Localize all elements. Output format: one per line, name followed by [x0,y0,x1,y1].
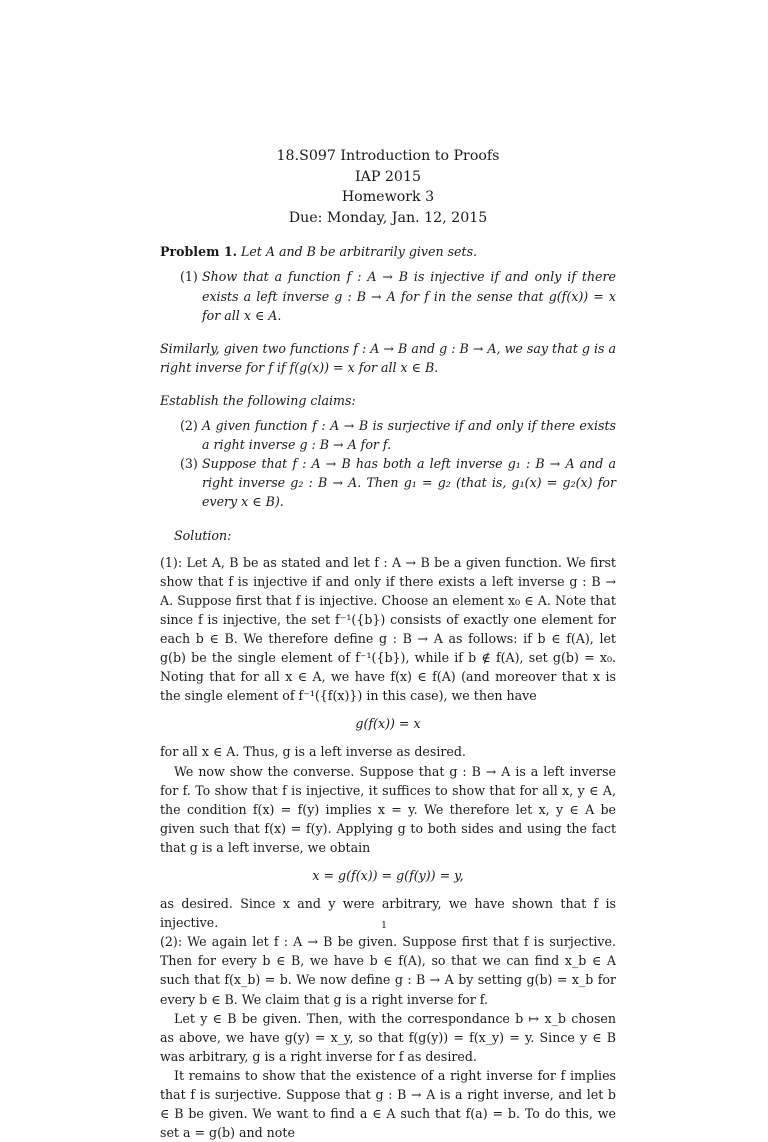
solution-label: Solution: [174,527,232,543]
solution-paragraph-3: We now show the converse. Suppose that g : B → A is a left inverse for f. To show that f is injective, it suffices to show that for all x, y ∈ A, the condition f(x) = f(y) implies x = y. We therefore let x, y ∈ A be given such that f(x) = f(y). Applying g to both sides and using the fact that g is a left inverse, we obtain [160,763,616,855]
claim-1 [180,267,616,324]
right-inverse-definition: Similarly, given two functions f : A → B and g : B → A, we say that g is a right inverse for f if f(g(x)) = x for all x ∈ B. [160,340,616,375]
solution-paragraph-6: Let y ∈ B be given. Then, with the correspondance b ↦ x_b chosen as above, we have g(y) = x_y, so that f(g(y)) = f(x_y) = y. Since y ∈ B was arbitrary, g is a right inverse for f as desired. [160,1010,616,1064]
problem-statement [160,242,616,261]
due-date: Due: Monday, Jan. 12, 2015 [288,209,488,226]
establish-claims: Establish the following claims: [160,392,356,408]
claim-3 [180,454,616,511]
solution-paragraph-7: It remains to show that the existence of a right inverse for f implies that f is surjective. Suppose that g : B → A is a right inverse, and let b ∈ B be given. We want to find a ∈ A such that f(a) = b. To do this, we set a = g(b) and note [160,1067,616,1141]
homework-title: Homework 3 [341,189,435,206]
term: IAP 2015 [354,168,421,185]
course-title: 18.S097 Introduction to Proofs [276,148,500,164]
claim-3-text: Suppose that f : A → B has both a left inverse g₁ : B → A and a right inverse g₂ : B → A. Then g₁ = g₂ (that is, g₁(x) = g₂(x) for every x ∈ B). [202,456,616,510]
claim-3-number: (3) [180,456,198,472]
problem-intro: Let A and B be arbitrarily given sets. [240,244,478,260]
claim-1-number: (1) [180,269,198,285]
problem-label: Problem 1. [160,244,237,260]
claim-2-number: (2) [180,418,198,434]
page-number: 1 [380,920,388,931]
solution-paragraph-4: as desired. Since x and y were arbitrary, we have shown that f is injective. [160,896,616,931]
equation-left-inverse: g(f(x)) = x [355,716,421,732]
claim-list-2 [160,416,616,511]
claim-list-1 [160,267,616,324]
claim-1-text: Show that a function f : A → B is injective if and only if there exists a left inverse g : B → A for f in the sense that g(f(x)) = x for all x ∈ A. [202,269,616,323]
document-header [160,146,616,228]
equation-injective: x = g(f(x)) = g(f(y)) = y, [312,868,464,883]
claim-2 [180,416,616,454]
solution-paragraph-1: (1): Let A, B be as stated and let f : A → B be a given function. We first show that f is injective if and only if there exists a left inverse g : B → A. Suppose first that f is injective. Choose an element x₀ ∈ A. Note that since f is injective, the set f⁻¹({b}) consists of exactly one element for each b ∈ B. We therefore define g : B → A as follows: if b ∈ f(A), let g(b) be the single element of f⁻¹({b}), while if b ∉ f(A), set g(b) = x₀. Noting that for all x ∈ A, we have f(x) ∈ f(A) (and moreover that x is the single element of f⁻¹({f(x)}) in this case), we then have [160,554,616,704]
claim-2-text: A given function f : A → B is surjective if and only if there exists a right inverse g : B → A for f. [202,418,616,453]
solution-paragraph-5: (2): We again let f : A → B be given. Suppose first that f is surjective. Then for every b ∈ B, we have b ∈ f(A), so that we can find x_b ∈ A such that f(x_b) = b. We now define g : B → A by setting g(b) = x_b for every b ∈ B. We claim that g is a right inverse for f. [160,934,616,1007]
solution-paragraph-2: for all x ∈ A. Thus, g is a left inverse as desired. [160,744,466,760]
